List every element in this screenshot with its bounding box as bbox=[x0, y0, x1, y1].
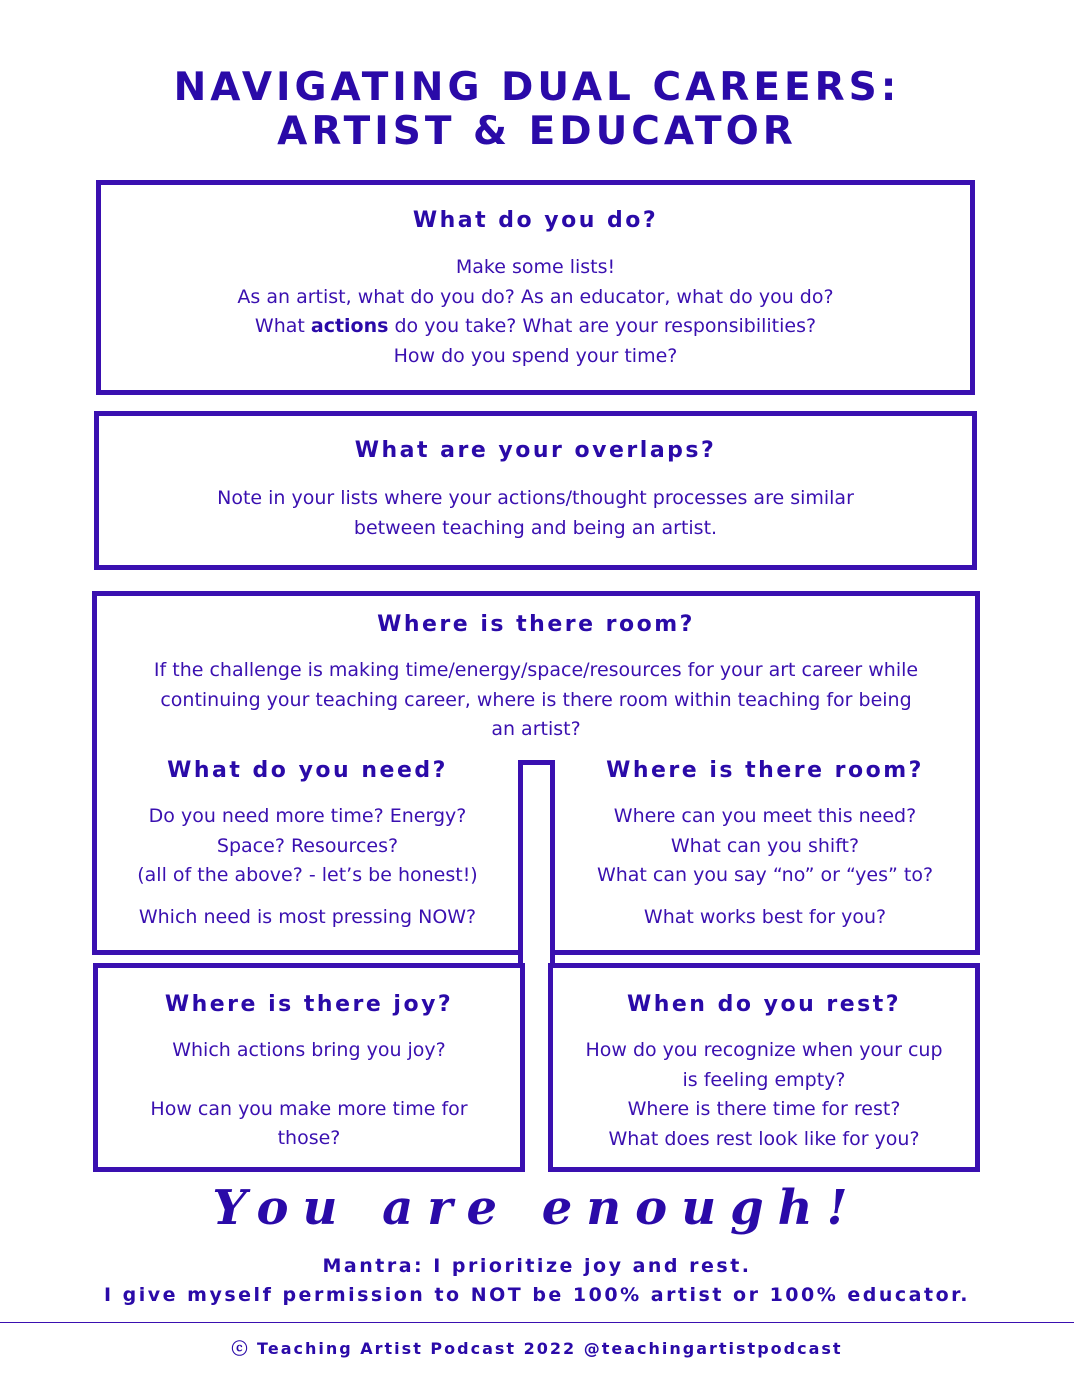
page-title bbox=[0, 66, 1074, 154]
overlaps-text bbox=[99, 484, 972, 543]
what-do-you-do-line-4: How do you spend your time? bbox=[393, 344, 678, 367]
joy-line-1: Which actions bring you joy? bbox=[172, 1039, 446, 1061]
joy-text bbox=[98, 1036, 520, 1154]
you-are-enough-script: You are enough! bbox=[212, 1180, 862, 1236]
rest-line-1: How do you recognize when your cup bbox=[585, 1039, 943, 1061]
need-line-3: (all of the above? - let’s be honest!) bbox=[137, 864, 478, 886]
joy-box bbox=[93, 963, 525, 1172]
room-line-2: continuing your teaching career, where is there room within teaching for being bbox=[160, 688, 912, 711]
pillar-top-gap bbox=[523, 955, 550, 970]
footer bbox=[0, 1336, 1074, 1359]
overlaps-box bbox=[94, 411, 977, 570]
actions-emphasis: actions bbox=[310, 315, 389, 337]
rest-line-4: What does rest look like for you? bbox=[608, 1127, 920, 1150]
room-heading: Where is there room? bbox=[377, 612, 695, 637]
room-line-1: If the challenge is making time/energy/space/resources for your art career while bbox=[153, 659, 919, 681]
rest-box bbox=[548, 963, 980, 1172]
mantra-line-1: Mantra: I prioritize joy and rest. bbox=[322, 1255, 752, 1277]
footer-text: Teaching Artist Podcast 2022 @teachingartistpodcast bbox=[257, 1339, 843, 1358]
overlaps-heading: What are your overlaps? bbox=[354, 438, 717, 463]
title-line-2: ARTIST & EDUCATOR bbox=[277, 109, 797, 154]
what-do-you-do-line-3 bbox=[101, 312, 970, 342]
room-text bbox=[92, 656, 980, 745]
need-heading: What do you need? bbox=[167, 758, 448, 783]
rest-heading: When do you rest? bbox=[626, 992, 902, 1017]
rest-line-2: is feeling empty? bbox=[682, 1068, 846, 1091]
room-right-line-3: What can you say “no” or “yes” to? bbox=[596, 864, 934, 886]
what-do-you-do-line-1: Make some lists! bbox=[455, 256, 616, 278]
joy-line-3: those? bbox=[277, 1127, 341, 1149]
room-right-line-4: What works best for you? bbox=[643, 905, 887, 928]
line-3-suffix: do you take? What are your responsibilities? bbox=[388, 315, 817, 337]
joy-heading: Where is there joy? bbox=[164, 992, 454, 1017]
room-right-text bbox=[555, 802, 975, 932]
line-3-prefix: What bbox=[254, 315, 311, 337]
what-do-you-do-line-2: As an artist, what do you do? As an educator, what do you do? bbox=[237, 285, 834, 308]
overlaps-line-2: between teaching and being an artist. bbox=[353, 516, 718, 539]
need-line-1: Do you need more time? Energy? bbox=[148, 805, 467, 827]
copyright-icon: ⓒ bbox=[231, 1339, 250, 1358]
room-line-3: an artist? bbox=[491, 718, 581, 740]
joy-line-2: How can you make more time for bbox=[150, 1097, 468, 1120]
rest-line-3: Where is there time for rest? bbox=[627, 1098, 901, 1120]
room-right-line-1: Where can you meet this need? bbox=[613, 805, 917, 827]
what-do-you-do-text bbox=[101, 253, 970, 371]
title-line-1: NAVIGATING DUAL CAREERS: bbox=[173, 65, 901, 110]
rest-text bbox=[553, 1036, 975, 1154]
overlaps-line-1: Note in your lists where your actions/thought processes are similar bbox=[217, 487, 854, 509]
need-line-2: Space? Resources? bbox=[216, 834, 399, 857]
room-right-line-2: What can you shift? bbox=[670, 834, 860, 857]
footer-divider bbox=[0, 1322, 1074, 1323]
what-do-you-do-heading: What do you do? bbox=[412, 208, 659, 233]
need-line-4: Which need is most pressing NOW? bbox=[138, 905, 477, 928]
room-divider-pillar bbox=[518, 760, 555, 970]
what-do-you-do-box bbox=[96, 180, 975, 395]
room-right-heading: Where is there room? bbox=[606, 758, 924, 783]
mantra-line-2: I give myself permission to NOT be 100% artist or 100% educator. bbox=[104, 1284, 970, 1306]
need-text bbox=[97, 802, 518, 932]
